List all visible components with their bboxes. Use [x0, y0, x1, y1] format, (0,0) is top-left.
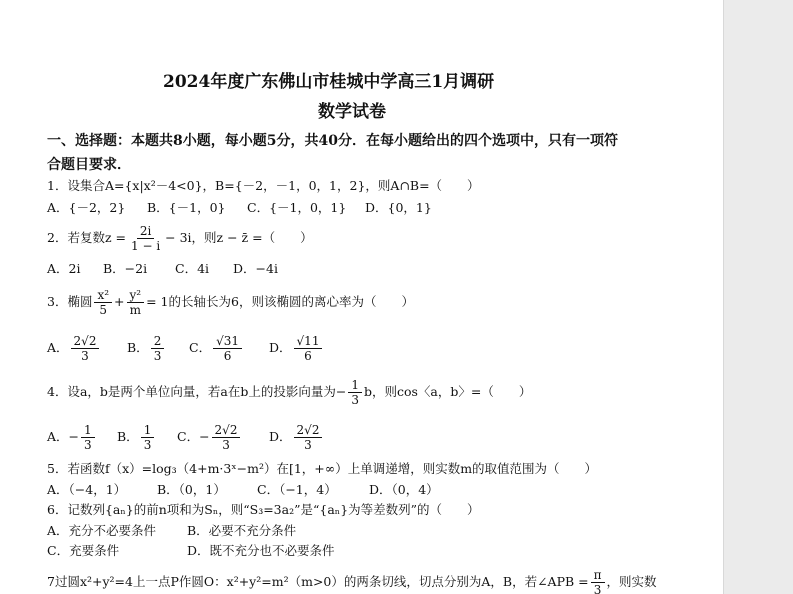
q2-option-d: D．−4i: [233, 261, 278, 276]
q6-option-a: A．充分不必要条件: [47, 523, 157, 538]
q3-suffix: = 1的长轴长为6，则该椭圆的离心率为（ ）: [146, 294, 414, 309]
question-4-stem: [47, 375, 531, 409]
q4-d-den: 3: [304, 438, 312, 452]
q5-option-a: A．（−4，1）: [47, 482, 127, 497]
q3-plus: +: [114, 294, 125, 309]
q3-b-den: 3: [153, 349, 162, 363]
q2-frac-num: 2i: [137, 224, 154, 239]
q4-frac-den: 3: [351, 393, 359, 407]
q3-c-num: √31: [213, 334, 242, 349]
section-heading-line2: 合题目要求．: [47, 157, 131, 173]
q2-frac-den: 1 − i: [131, 239, 161, 253]
question-4-options: [47, 420, 324, 454]
q3-option-b: [127, 331, 189, 365]
q4-a-label: A．−: [47, 429, 80, 444]
question-3-options: [47, 331, 324, 365]
q6-option-b: B．必要不充分条件: [187, 523, 297, 538]
q3-option-c: [189, 331, 269, 365]
q4-c-den: 3: [222, 438, 230, 452]
q4-option-a: [47, 420, 117, 454]
q3-b-num: 2: [151, 334, 165, 349]
q3-b-frac: [151, 334, 165, 363]
question-5-stem: 5．若函数f（x）=log₃（4+m·3ˣ−m²）在[1，+∞）上单调递增，则实数m的取值范围为（ ）: [47, 461, 598, 476]
q4-b-num: 1: [141, 423, 155, 438]
q3-d-label: D．: [269, 340, 292, 355]
q4-b-frac: [141, 423, 155, 452]
q3-option-a: [47, 331, 127, 365]
q3-a-num: 2√2: [71, 334, 100, 349]
q4-suffix: b，则cos〈a，b〉=（ ）: [363, 384, 532, 399]
q4-a-frac: [81, 423, 95, 452]
document-subtitle: 数学试卷: [318, 102, 386, 122]
q4-d-frac: [294, 423, 323, 452]
q3-prefix: 3．椭圆: [47, 294, 93, 309]
q4-prefix: 4．设a，b是两个单位向量，若a在b上的投影向量为−: [47, 384, 347, 399]
q3-d-den: 6: [304, 349, 312, 363]
question-6-stem: 6．记数列{aₙ}的前n项和为Sₙ，则“S₃=3a₂”是“{aₙ}为等差数列”的（ ）: [47, 502, 480, 517]
q4-a-num: 1: [81, 423, 95, 438]
question-3-stem: [47, 286, 414, 318]
q4-frac-num: 1: [348, 378, 362, 393]
q2-prefix: 2．若复数z =: [47, 230, 126, 245]
q7-prefix: 7过圆x²+y²=4上一点P作圆O：x²+y²=m²（m>0）的两条切线，切点分别为A，B，若∠APB =: [47, 574, 589, 589]
q2-option-a: A．2i: [47, 261, 81, 276]
question-6-options-row2: [47, 543, 335, 559]
q2-option-c: C．4i: [175, 261, 210, 276]
q1-option-b: B．{－1，0}: [147, 200, 226, 215]
q4-c-num: 2√2: [212, 423, 241, 438]
q3-c-label: C．: [189, 340, 212, 355]
q1-option-a: A．{－2，2}: [47, 200, 126, 215]
q4-option-d: [269, 420, 324, 454]
q2-option-b: B．−2i: [103, 261, 148, 276]
q6-option-d: D．既不充分也不必要条件: [187, 543, 335, 558]
q3-f1-num: x²: [94, 288, 112, 303]
q3-fraction-1: [94, 288, 112, 317]
q3-b-label: B．: [127, 340, 149, 355]
q7-fraction: [591, 568, 605, 594]
document-title: 2024年度广东佛山市桂城中学高三1月调研: [163, 72, 495, 92]
q4-b-label: B．: [117, 429, 139, 444]
q4-a-den: 3: [84, 438, 92, 452]
question-6-options-row1: [47, 523, 296, 539]
q7-frac-den: 3: [593, 583, 602, 594]
q3-d-num: √11: [294, 334, 323, 349]
q4-c-frac: [212, 423, 241, 452]
q4-b-den: 3: [143, 438, 152, 452]
q3-option-d: [269, 331, 324, 365]
q4-c-label: C．−: [177, 429, 210, 444]
section-heading-line1: 一、选择题：本题共8小题，每小题5分，共40分．在每小题给出的四个选项中，只有一项符: [47, 133, 618, 149]
q4-d-num: 2√2: [294, 423, 323, 438]
q1-option-c: C．{－1，0，1}: [247, 200, 347, 215]
q5-option-d: D．（0，4）: [369, 482, 439, 497]
viewer-background-margin: [723, 0, 793, 594]
q5-option-c: C．（−1，4）: [257, 482, 337, 497]
q3-f2-num: y²: [127, 288, 145, 303]
question-5-options: [47, 482, 439, 498]
question-1-options: [47, 200, 432, 216]
q3-f2-den: m: [129, 303, 141, 317]
q3-a-label: A．: [47, 340, 69, 355]
q2-fraction: [128, 224, 163, 253]
q4-option-c: [177, 420, 269, 454]
q2-suffix: − 3i，则z − z̄ =（ ）: [165, 230, 313, 245]
q5-option-b: B．（0，1）: [157, 482, 226, 497]
q3-c-frac: [213, 334, 242, 363]
question-7-stem: [47, 566, 657, 594]
q4-option-b: [117, 420, 177, 454]
q4-d-label: D．: [269, 429, 292, 444]
q3-fraction-2: [127, 288, 145, 317]
q3-a-frac: [71, 334, 100, 363]
q1-option-d: D．{0，1}: [365, 200, 432, 215]
q3-a-den: 3: [81, 349, 89, 363]
question-2-options: [47, 261, 278, 277]
q4-fraction: [348, 378, 362, 407]
q6-option-c: C．充要条件: [47, 543, 120, 558]
question-1-stem: 1．设集合A={x|x²－4<0}，B={－2，－1，0，1，2}，则A∩B=（ ）: [47, 178, 480, 193]
q3-c-den: 6: [223, 349, 232, 363]
q3-d-frac: [294, 334, 323, 363]
q7-suffix: ，则实数: [606, 574, 657, 589]
q3-f1-den: 5: [99, 303, 108, 317]
q7-frac-num: π: [591, 568, 605, 583]
question-2-stem: [47, 222, 313, 254]
